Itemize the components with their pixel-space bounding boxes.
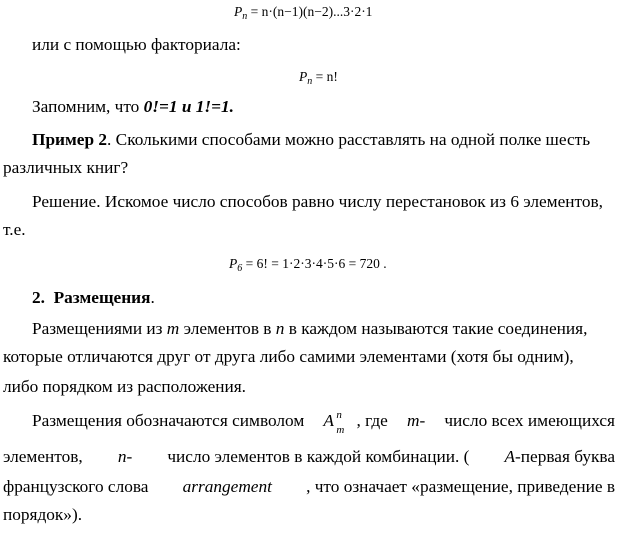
formula-permutations-product [234, 4, 372, 25]
example2-line2: различных книг? [3, 158, 129, 177]
notation-text-e: число элементов в каждой комбинации. ( [167, 447, 470, 466]
definition-var-n: n [275, 319, 285, 338]
formula-rhs: = 6! = 1·2·3·4·5·6 = 720 . [245, 256, 387, 271]
definition-text-a: Размещениями из [32, 319, 167, 338]
example2-line1 [32, 129, 615, 151]
notation-line1 [32, 409, 615, 436]
notation-line4: порядок»). [3, 505, 83, 524]
factorial-intro-text: или с помощью факториала: [32, 35, 241, 54]
notation-text-f: -первая буква [515, 447, 615, 466]
example2-text-line1: . Сколькими способами можно расставлять на одной полке шесть [107, 130, 591, 149]
notation-text-b: , где [356, 411, 388, 430]
definition-line2: которые отличаются друг от друга либо самими элементами (хотя бы одним), [3, 347, 574, 366]
notation-word-arrangement: arrangement [182, 477, 272, 496]
formula-rhs: = n·(n−1)(n−2)...3·2·1 [250, 4, 373, 19]
remember-emphasis: 0!=1 и 1!=1. [143, 97, 234, 116]
formula-lhs: P [299, 69, 308, 84]
remember-line [32, 96, 234, 118]
definition-var-m: m [166, 319, 180, 338]
formula-lhs: P [234, 4, 243, 19]
formula-lhs-subscript: n [242, 11, 248, 22]
formula-six-books [229, 256, 387, 277]
notation-line2 [3, 446, 615, 468]
section-title: Размещения [53, 288, 151, 307]
section-heading [32, 287, 155, 309]
notation-text-c: число всех имеющихся [444, 411, 615, 430]
formula-lhs: P [229, 256, 238, 271]
notation-symbol-letter: A [323, 411, 334, 430]
notation-symbol-sup: n [336, 409, 342, 421]
solution-line2: т.е. [3, 220, 26, 239]
definition-text-b: элементов в [179, 319, 276, 338]
notation-text-d: элементов, [3, 447, 83, 466]
definition-line3: либо порядком из расположения. [3, 377, 246, 396]
solution-line1: Решение. Искомое число способов равно числу перестановок из 6 элементов, [32, 192, 603, 211]
formula-rhs: = n! [315, 69, 338, 84]
notation-line3 [3, 476, 615, 498]
definition-line1 [32, 318, 615, 340]
section-title-dot: . [150, 288, 155, 307]
notation-text-h: , что означает «размещение, приведение в [306, 477, 615, 496]
notation-var-n: n- [117, 447, 133, 466]
remember-prefix: Запомним, что [32, 97, 144, 116]
notation-var-m: m- [406, 411, 426, 430]
formula-lhs-subscript: 6 [237, 263, 243, 274]
notation-symbol [323, 409, 349, 436]
notation-text-a: Размещения обозначаются символом [32, 411, 305, 430]
example2-label: Пример 2 [32, 130, 108, 149]
section-number: 2. [32, 288, 45, 307]
notation-var-a: A [504, 447, 516, 466]
formula-lhs-subscript: n [307, 76, 313, 87]
notation-symbol-sub: m [336, 424, 345, 436]
definition-text-c: в каждом называются такие соединения, [284, 319, 588, 338]
formula-permutations-factorial [299, 69, 338, 90]
notation-text-g: французского слова [3, 477, 149, 496]
